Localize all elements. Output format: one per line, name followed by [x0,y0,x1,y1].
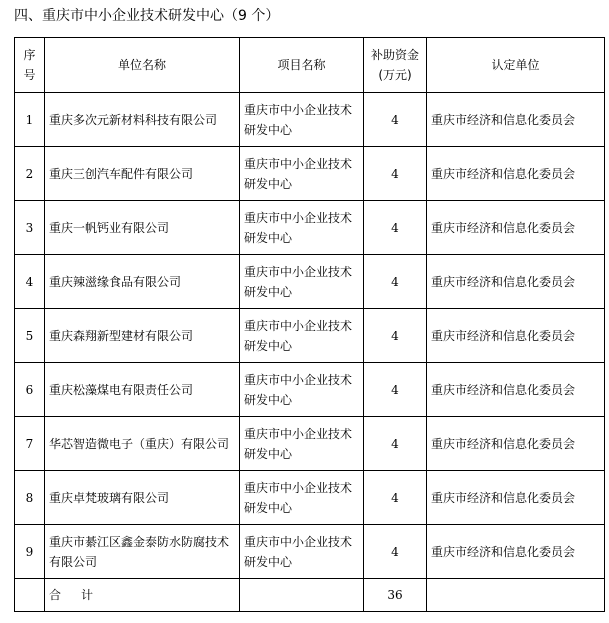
cell-project: 重庆市中小企业技术研发中心 [240,525,364,579]
total-authority-cell [427,579,605,612]
cell-project: 重庆市中小企业技术研发中心 [240,93,364,147]
header-project: 项目名称 [240,38,364,93]
cell-no: 8 [15,471,45,525]
cell-unit: 重庆市綦江区鑫金泰防水防腐技术有限公司 [45,525,240,579]
table-row [15,525,605,579]
cell-no: 3 [15,201,45,255]
cell-unit: 重庆多次元新材料科技有限公司 [45,93,240,147]
cell-project: 重庆市中小企业技术研发中心 [240,471,364,525]
cell-subsidy: 4 [364,147,427,201]
enterprise-table [14,37,605,612]
cell-subsidy: 4 [364,93,427,147]
cell-authority: 重庆市经济和信息化委员会 [427,309,605,363]
cell-subsidy: 4 [364,471,427,525]
cell-no: 9 [15,525,45,579]
cell-no: 6 [15,363,45,417]
cell-subsidy: 4 [364,255,427,309]
cell-no: 7 [15,417,45,471]
cell-unit: 重庆辣滋缘食品有限公司 [45,255,240,309]
header-no-line2: 号 [23,68,36,82]
cell-no: 2 [15,147,45,201]
cell-authority: 重庆市经济和信息化委员会 [427,93,605,147]
cell-unit: 华芯智造微电子（重庆）有限公司 [45,417,240,471]
table-row [15,471,605,525]
cell-subsidy: 4 [364,525,427,579]
cell-unit: 重庆一帆钙业有限公司 [45,201,240,255]
cell-authority: 重庆市经济和信息化委员会 [427,147,605,201]
cell-no: 5 [15,309,45,363]
cell-unit: 重庆三创汽车配件有限公司 [45,147,240,201]
cell-authority: 重庆市经济和信息化委员会 [427,201,605,255]
header-authority: 认定单位 [427,38,605,93]
table-row [15,417,605,471]
total-project-cell [240,579,364,612]
total-label-b: 计 [81,588,94,602]
cell-unit: 重庆卓梵玻璃有限公司 [45,471,240,525]
cell-authority: 重庆市经济和信息化委员会 [427,471,605,525]
cell-subsidy: 4 [364,201,427,255]
header-subsidy-line2: (万元) [378,68,412,82]
header-no [15,38,45,93]
cell-project: 重庆市中小企业技术研发中心 [240,417,364,471]
cell-project: 重庆市中小企业技术研发中心 [240,363,364,417]
table-row [15,255,605,309]
cell-subsidy: 4 [364,363,427,417]
cell-authority: 重庆市经济和信息化委员会 [427,255,605,309]
table-row [15,147,605,201]
cell-authority: 重庆市经济和信息化委员会 [427,363,605,417]
table-row [15,201,605,255]
section-heading: 四、重庆市中小企业技术研发中心（9 个） [14,8,280,24]
cell-unit: 重庆森翔新型建材有限公司 [45,309,240,363]
total-empty-cell [15,579,45,612]
cell-no: 4 [15,255,45,309]
cell-project: 重庆市中小企业技术研发中心 [240,201,364,255]
cell-subsidy: 4 [364,417,427,471]
header-row [15,38,605,93]
table-row [15,93,605,147]
header-unit: 单位名称 [45,38,240,93]
cell-project: 重庆市中小企业技术研发中心 [240,255,364,309]
total-label [45,579,240,612]
total-row [15,579,605,612]
total-value: 36 [364,579,427,612]
table-row [15,309,605,363]
header-subsidy [364,38,427,93]
cell-authority: 重庆市经济和信息化委员会 [427,417,605,471]
cell-project: 重庆市中小企业技术研发中心 [240,309,364,363]
cell-project: 重庆市中小企业技术研发中心 [240,147,364,201]
cell-unit: 重庆松藻煤电有限责任公司 [45,363,240,417]
header-subsidy-line1: 补助资金 [370,48,419,62]
header-no-line1: 序 [23,48,36,62]
total-label-a: 合 [49,588,62,602]
cell-authority: 重庆市经济和信息化委员会 [427,525,605,579]
table-row [15,363,605,417]
cell-subsidy: 4 [364,309,427,363]
cell-no: 1 [15,93,45,147]
